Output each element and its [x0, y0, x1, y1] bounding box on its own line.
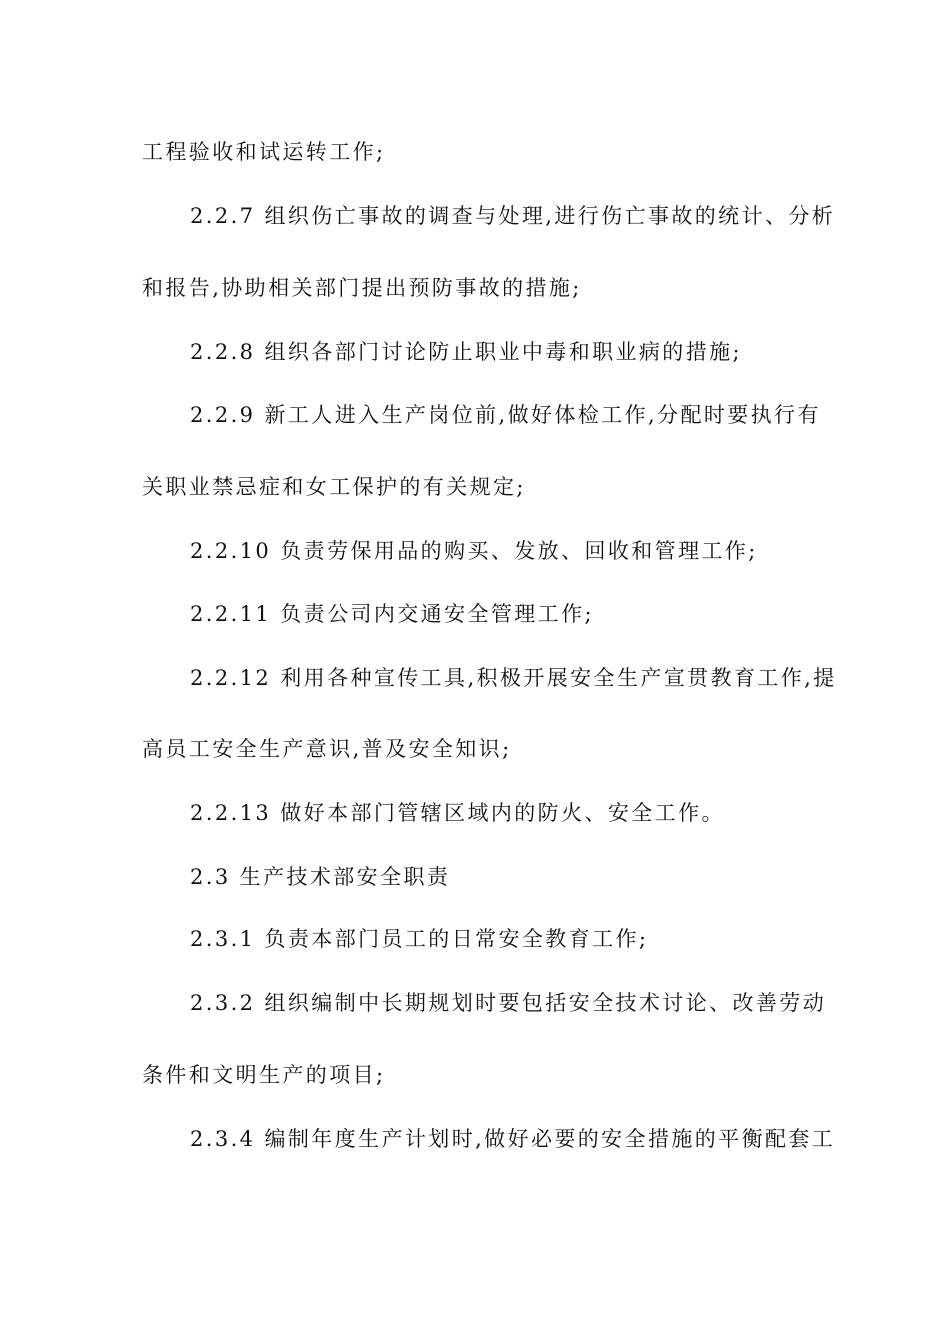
text-line: 高员工安全生产意识,普及安全知识; [142, 737, 512, 761]
text-line: 条件和文明生产的项目; [142, 1063, 386, 1087]
text-line: 2.3.2 组织编制中长期规划时要包括安全技术讨论、改善劳动 [190, 991, 827, 1015]
text-line: 2.3.4 编制年度生产计划时,做好必要的安全措施的平衡配套工 [190, 1127, 836, 1151]
text-line: 2.3.1 负责本部门员工的日常安全教育工作; [190, 927, 649, 951]
text-line: 2.2.12 利用各种宣传工具,积极开展安全生产宣贯教育工作,提 [190, 666, 837, 690]
text-line: 工程验收和试运转工作; [142, 140, 386, 164]
text-line: 2.2.9 新工人进入生产岗位前,做好体检工作,分配时要执行有 [190, 403, 821, 427]
text-line: 2.2.10 负责劳保用品的购买、发放、回收和管理工作; [190, 539, 758, 563]
text-line: 关职业禁忌症和女工保护的有关规定; [142, 475, 526, 499]
text-line: 2.2.13 做好本部门管辖区域内的防火、安全工作。 [190, 801, 725, 825]
text-line: 2.2.7 组织伤亡事故的调查与处理,进行伤亡事故的统计、分析 [190, 204, 836, 228]
text-line: 和报告,协助相关部门提出预防事故的措施; [142, 276, 582, 300]
section-heading: 2.3 生产技术部安全职责 [190, 865, 451, 889]
text-line: 2.2.11 负责公司内交通安全管理工作; [190, 602, 594, 626]
text-line: 2.2.8 组织各部门讨论防止职业中毒和职业病的措施; [190, 340, 742, 364]
